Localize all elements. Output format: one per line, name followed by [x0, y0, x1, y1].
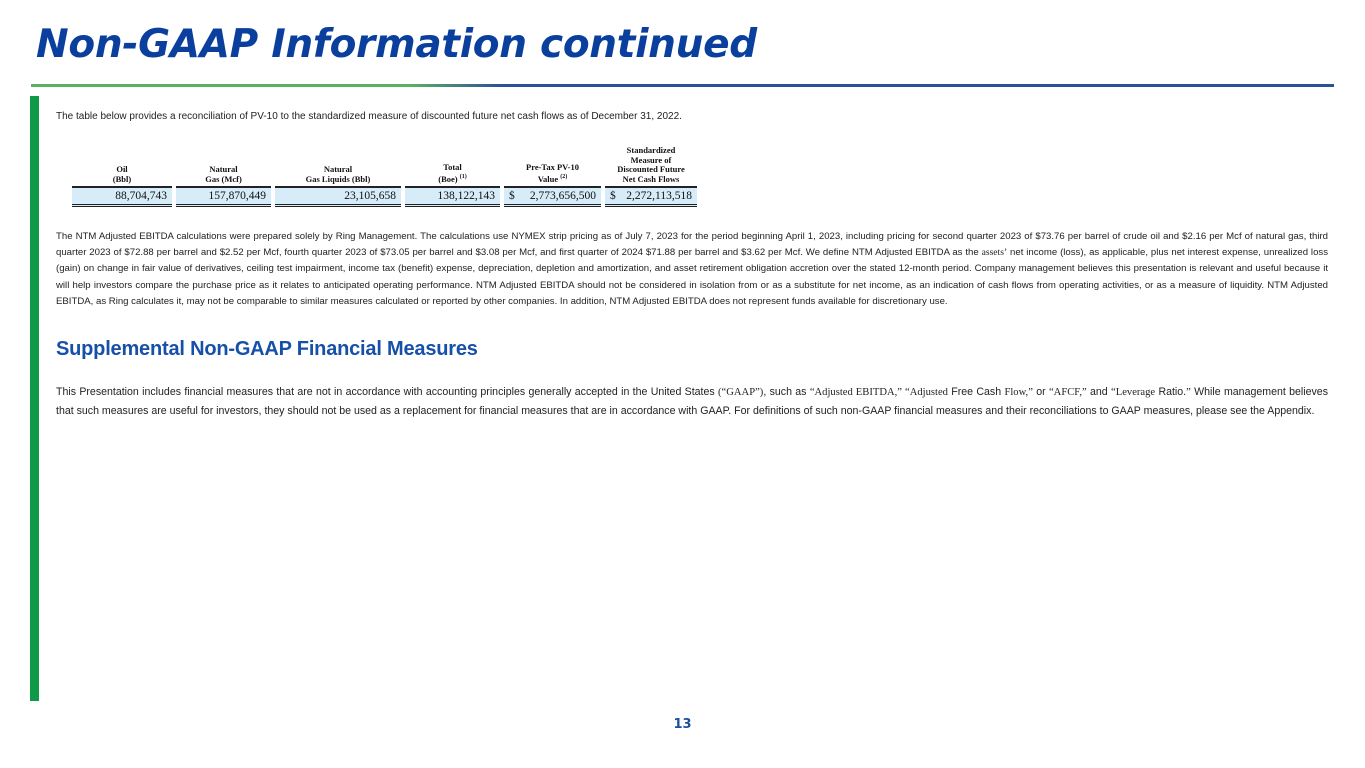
col-header-ngl: Natural Gas Liquids (Bbl)	[275, 146, 401, 188]
title-divider	[31, 84, 1334, 87]
cell-oil: 88,704,743	[72, 188, 172, 207]
cell-ngl: 23,105,658	[275, 188, 401, 207]
col-header-pv10: Pre-Tax PV-10 Value $^{(2)}$	[504, 146, 601, 188]
page-number: 13	[673, 717, 692, 732]
pv10-reconciliation-table	[68, 146, 701, 207]
accent-side-bar	[30, 96, 39, 701]
col-header-total: Total (Boe) $^{(1)}$	[405, 146, 500, 188]
col-header-natural-gas: Natural Gas (Mcf)	[176, 146, 271, 188]
table-row	[72, 188, 697, 207]
col-header-oil: Oil (Bbl)	[72, 146, 172, 188]
cell-total: 138,122,143	[405, 188, 500, 207]
intro-text: The table below provides a reconciliation of PV-10 to the standardized measure of discounted future net cash flows as of December 31, 2022.	[56, 111, 682, 122]
col-header-standardized-measure: Standardized Measure of Discounted Future Net Cash Flows	[605, 146, 697, 188]
footnote-ref-2: (2)	[560, 173, 568, 180]
table-header-row	[72, 146, 697, 188]
supplemental-paragraph: This Presentation includes financial measures that are not in accordance with accounting principles generally accepted in the United States (“GAAP”), such as “Adjusted EBITDA,” “Adjusted Free Cash Flow,” or “AFCF,” and “Leverage Ratio.” While management believes that such measures are useful for investors, they should not be used as a replacement for financial measures that are in accordance with GAAP. For definitions of such non-GAAP financial measures and their reconciliations to GAAP measures, please see the Appendix.	[56, 386, 1328, 417]
page-title: Non-GAAP Information continued	[36, 22, 757, 67]
cell-natural-gas: 157,870,449	[176, 188, 271, 207]
content-area	[56, 110, 1328, 417]
footnote-ref-1: (1)	[459, 173, 467, 180]
currency-symbol: $	[610, 190, 616, 202]
cell-pv10: $ 2,773,656,500	[504, 188, 601, 207]
cell-standardized-measure: $ 2,272,113,518	[605, 188, 697, 207]
ntm-ebitda-paragraph: The NTM Adjusted EBITDA calculations were prepared solely by Ring Management. The calculations use NYMEX strip pricing as of July 7, 2023 for the period beginning April 1, 2023, including pricing for second quarter 2023 of $73.76 per barrel of crude oil and $2.16 per Mcf of natural gas, third quarter 2023 of $72.88 per barrel and $2.52 per Mcf, fourth quarter 2023 of $73.05 per barrel and $3.08 per Mcf, and first quarter of 2024 $71.88 per barrel and $3.62 per Mcf. We define NTM Adjusted EBITDA as the assets’ net income (loss), as applicable, plus net interest expense, unrealized loss (gain) on change in fair value of derivatives, ceiling test impairment, income tax (benefit) expense, depreciation, depletion and amortization, and asset retirement obligation accretion over the stated 12-month period. Company management believes this presentation is relevant and useful because it will help investors compare the purchase price as it relates to anticipated operating performance. NTM Adjusted EBITDA should not be considered in isolation from or as a substitute for net income, as an indication of cash flows from operating activities, or as a measure of liquidity. NTM Adjusted EBITDA, as Ring calculates it, may not be comparable to similar measures calculated or reported by other companies. In addition, NTM Adjusted EBITDA does not represent funds available for discretionary use.	[56, 231, 1328, 307]
section-heading-supplemental: Supplemental Non-GAAP Financial Measures	[56, 338, 478, 360]
currency-symbol: $	[509, 190, 515, 202]
